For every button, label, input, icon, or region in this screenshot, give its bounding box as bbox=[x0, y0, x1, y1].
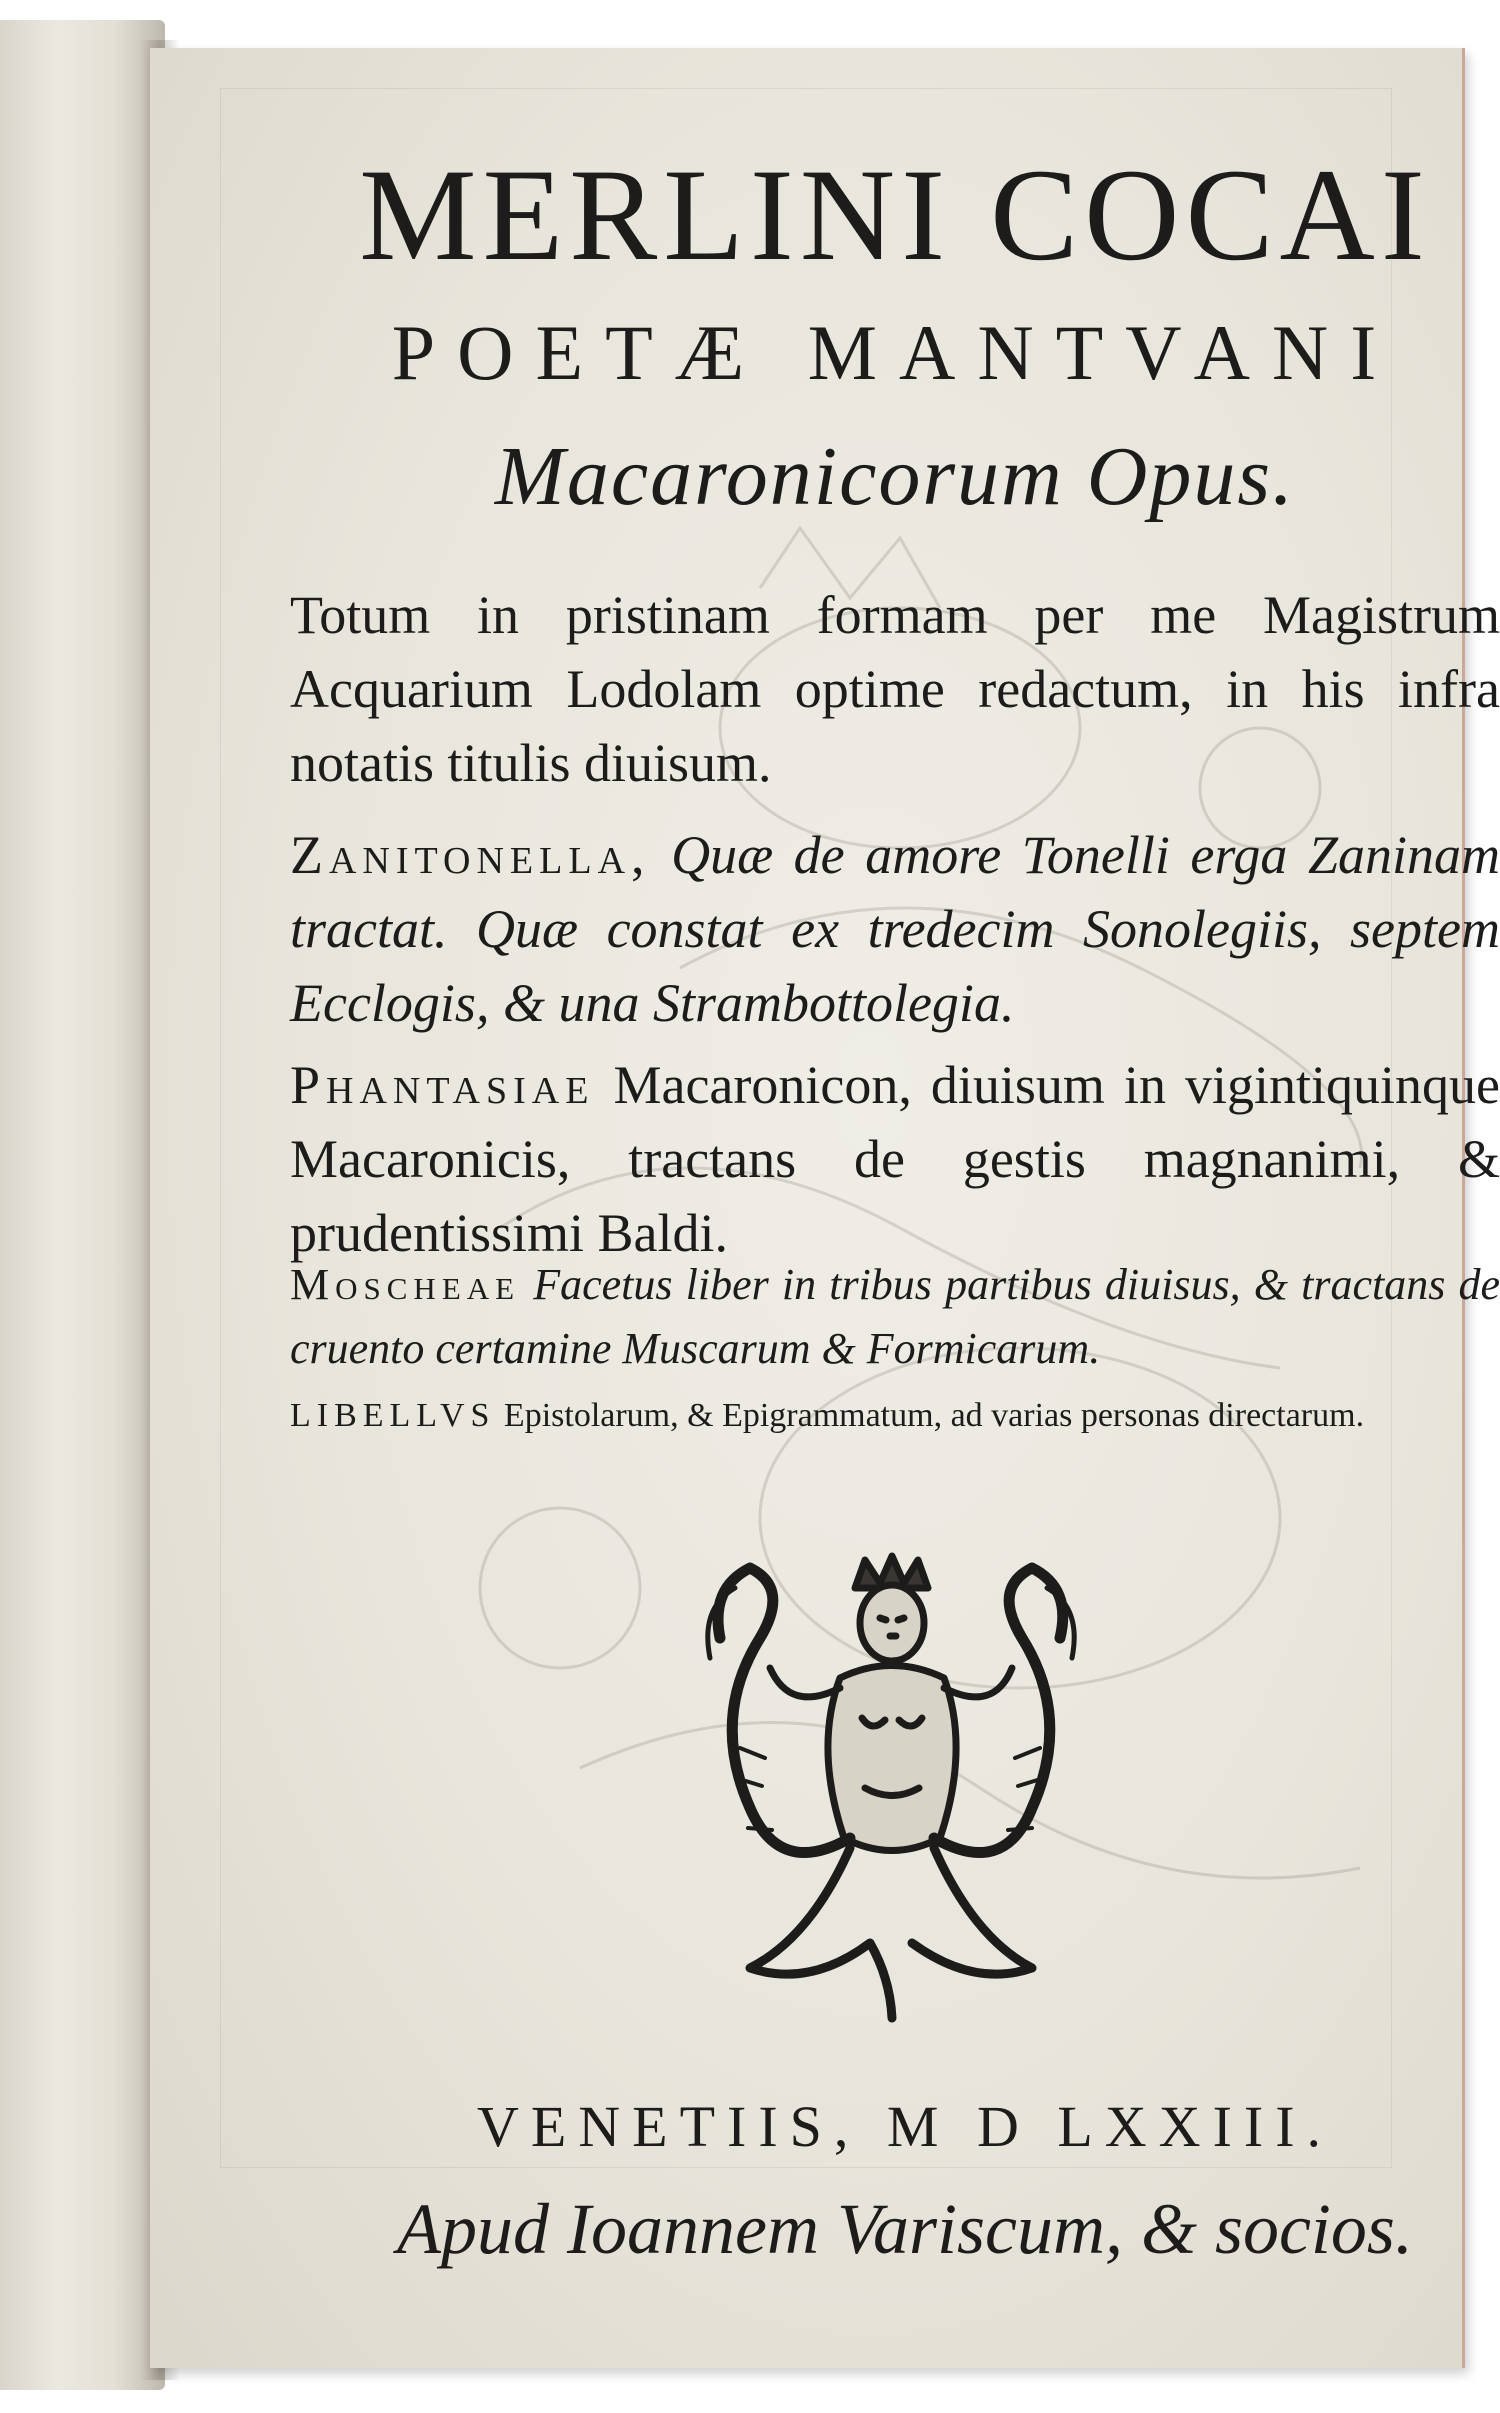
section-phantasiae bbox=[290, 1048, 1500, 1270]
work-title: Macaronicorum Opus. bbox=[494, 430, 1296, 523]
section-zanitonella bbox=[290, 818, 1500, 1040]
section-libellus bbox=[290, 1393, 1500, 1439]
section-heading: Moscheae bbox=[290, 1260, 521, 1309]
place-and-date: VENETIIS, M D LXXIII. bbox=[476, 2094, 1334, 2159]
section-heading: LIBELLVS bbox=[290, 1397, 496, 1434]
section-heading: Zanitonella, bbox=[290, 825, 651, 885]
section-text: Macaronicon, diuisum in vigintiquinque Macaronicis, tractans de gestis magnanimi, & prudentissimi Baldi. bbox=[290, 1055, 1500, 1263]
intro-paragraph: Totum in pristinam formam per me Magistrum Acquarium Lodolam optime redactum, in his infra notatis titulis diuisum. bbox=[290, 585, 1500, 793]
author-epithet: POETÆ MANTVANI bbox=[391, 309, 1399, 396]
section-moscheae bbox=[290, 1253, 1500, 1381]
title-page bbox=[150, 48, 1500, 2368]
section-text: Facetus liber in tribus partibus diuisus, & tractans de cruento certamine Muscarum & Formicarum. bbox=[290, 1260, 1500, 1373]
section-text: Quæ de amore Tonelli erga Zaninam tractat. Quæ constat ex tredecim Sonolegiis, septem Ecclogis, & una Strambottolegia. bbox=[290, 825, 1500, 1033]
section-heading: Phantasiae bbox=[290, 1055, 595, 1115]
siren-printer-mark-icon bbox=[640, 1548, 1140, 2028]
section-text: Epistolarum, & Epigrammatum, ad varias personas directarum. bbox=[503, 1397, 1365, 1434]
publisher-line: Apud Ioannem Variscum, & socios. bbox=[397, 2189, 1413, 2269]
author-heading: MERLINI COCAI bbox=[359, 141, 1431, 288]
